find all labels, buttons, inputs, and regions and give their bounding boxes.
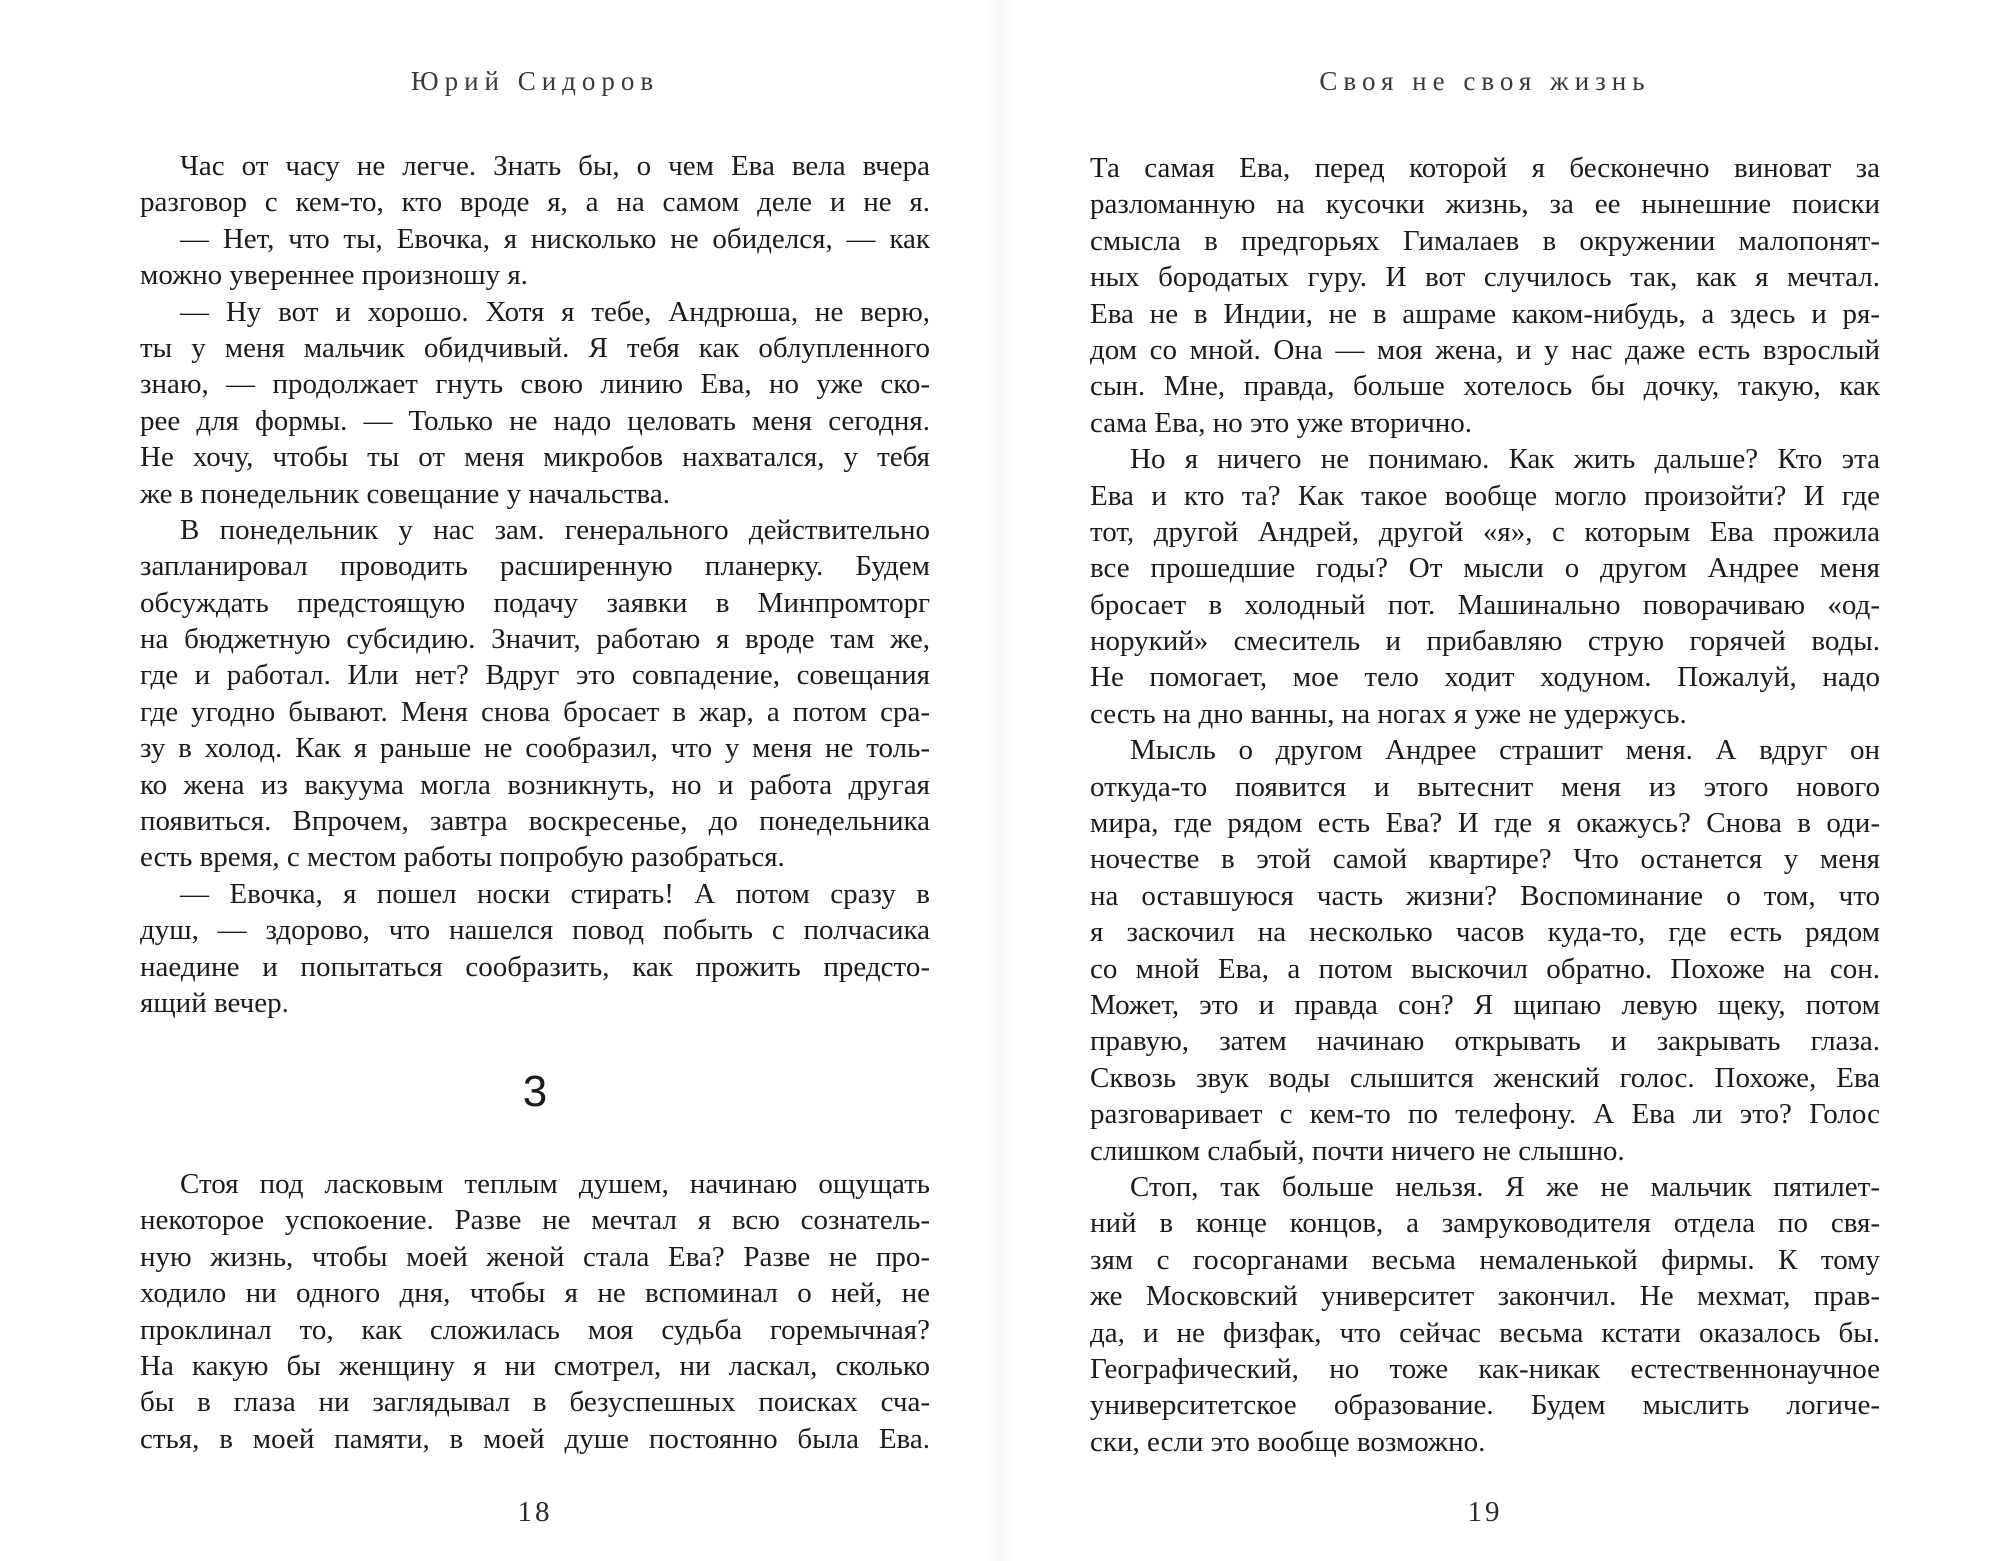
text-line: да, и не физфак, что сейчас весьма кстати оказалось бы. [1090, 1316, 1880, 1349]
text-line: Та самая Ева, перед которой я бесконечно виноват за [1090, 152, 1880, 184]
text-line: разговаривает с кем-то по телефону. А Ева ли это? Голос [1090, 1098, 1880, 1131]
text-line: где угодно бывают. Меня снова бросает в жар, а потом сра- [140, 695, 930, 728]
text-line: стья, в моей памяти, в моей душе постоянно была Ева. [140, 1422, 930, 1455]
text-line: можно увереннее произношу я. [140, 259, 528, 292]
text-line: Сквозь звук воды слышится женский голос. Похоже, Ева [1090, 1061, 1880, 1094]
text-line: проклинал то, как сложилась моя судьба горемычная? [140, 1313, 930, 1346]
text-line: запланировал проводить расширенную планерку. Будем [140, 550, 930, 583]
text-line: На какую бы женщину я ни смотрел, ни ласкал, сколько [140, 1349, 930, 1382]
left-page [140, 0, 930, 1561]
text-line: Не хочу, чтобы ты от меня микробов нахватался, у тебя [140, 441, 930, 474]
text-line: ски, если это вообще возможно. [1090, 1425, 1486, 1458]
text-line: мира, где рядом есть Ева? И где я окажусь? Снова в оди- [1090, 807, 1880, 840]
text-line: откуда-то появится и вытеснит меня из этого нового [1090, 770, 1880, 803]
text-line: Стоя под ласковым теплым душем, начинаю ощущать [180, 1168, 930, 1200]
text-line: сесть на дно ванны, на ногах я уже не удержусь. [1090, 697, 1687, 730]
text-line: зу в холод. Как я раньше не сообразил, что у меня не толь- [140, 732, 930, 765]
right-text-block [1090, 150, 1880, 1460]
text-line: рее для формы. — Только не надо целовать меня сегодня. [140, 404, 930, 437]
right-page-number: 19 [1467, 1496, 1503, 1528]
text-line: тот, другой Андрей, другой «я», с которым Ева прожила [1090, 515, 1880, 548]
text-line: зям с госорганами весьма немаленькой фирмы. К тому [1090, 1243, 1880, 1276]
text-line: Может, это и правда сон? Я щипаю левую щеку, потом [1090, 988, 1880, 1021]
text-line: же Московский университет закончил. Не мехмат, прав- [1090, 1280, 1880, 1313]
text-line: знаю, — продолжает гнуть свою линию Ева, но уже ско- [140, 368, 930, 401]
text-line: некоторое успокоение. Разве не мечтал я всю сознатель- [140, 1204, 930, 1237]
text-line: я заскочил на несколько часов куда-то, где есть рядом [1090, 916, 1880, 949]
text-line: сын. Мне, правда, больше хотелось бы дочку, такую, как [1090, 370, 1880, 403]
text-line: правую, затем начинаю открывать и закрывать глаза. [1090, 1025, 1880, 1058]
text-line: все прошедшие годы? От мысли о другом Андрее меня [1090, 552, 1880, 585]
text-line: же в понедельник совещание у начальства. [140, 477, 670, 510]
left-page-number: 18 [517, 1496, 553, 1528]
text-line: слишком слабый, почти ничего не слышно. [1090, 1134, 1625, 1167]
text-line: есть время, с местом работы попробую разобраться. [140, 841, 785, 874]
text-line: душ, — здорово, что нашелся повод побыть с полчасика [140, 914, 930, 947]
text-line: Мысль о другом Андрее страшит меня. А вдруг он [1130, 734, 1880, 767]
text-line: ящий вечер. [140, 986, 289, 1019]
text-line: Час от часу не легче. Знать бы, о чем Ева вела вчера [180, 150, 930, 182]
text-line: бросает в холодный пот. Машинально поворачиваю «од- [1090, 588, 1880, 621]
text-line: норукий» смеситель и прибавляю струю горячей воды. [1090, 625, 1880, 658]
text-line: ных бородатых гуру. И вот случилось так, как я мечтал. [1090, 261, 1880, 294]
right-running-head-title: Своя не своя жизнь [1319, 66, 1651, 96]
text-line: ходило ни одного дня, чтобы я не вспоминал о ней, не [140, 1277, 930, 1310]
text-line: разговор с кем-то, кто вроде я, а на самом деле и не я. [140, 186, 930, 219]
text-line: ную жизнь, чтобы моей женой стала Ева? Разве не про- [140, 1240, 930, 1273]
text-line: на бюджетную субсидию. Значит, работаю я вроде там же, [140, 623, 930, 656]
text-line: появиться. Впрочем, завтра воскресенье, до понедельника [140, 805, 930, 838]
text-line: Ева не в Индии, не в ашраме каком-нибудь, а здесь и ря- [1090, 297, 1880, 330]
text-line: Стоп, так больше нельзя. Я же не мальчик пятилет- [1130, 1170, 1880, 1203]
text-line: со мной Ева, а потом выскочил обратно. Похоже на сон. [1090, 952, 1880, 985]
text-line: наедине и попытаться сообразить, как прожить предсто- [140, 950, 930, 983]
text-line: — Ну вот и хорошо. Хотя я тебе, Андрюша, не верю, [180, 295, 930, 328]
text-line: обсуждать предстоящую подачу заявки в Минпромторг [140, 586, 930, 619]
text-line: — Нет, что ты, Евочка, я нисколько не обиделся, — как [180, 222, 930, 255]
text-line: университетское образование. Будем мыслить логиче- [1090, 1389, 1880, 1422]
text-line: Географический, но тоже как-никак естественнонаучное [1090, 1352, 1880, 1385]
left-text-after-chapter [140, 1166, 930, 1457]
text-line: — Евочка, я пошел носки стирать! А потом сразу в [180, 877, 930, 910]
text-line: разломанную на кусочки жизнь, за ее нынешние поиски [1090, 188, 1880, 221]
text-line: дом со мной. Она — моя жена, и у нас даже есть взрослый [1090, 333, 1880, 366]
text-line: ночестве в этой самой квартире? Что останется у меня [1090, 843, 1880, 876]
book-gutter [985, 0, 1015, 1561]
text-line: Но я ничего не понимаю. Как жить дальше? Кто эта [1130, 443, 1880, 476]
text-line: Не помогает, мое тело ходит ходуном. Пожалуй, надо [1090, 661, 1880, 694]
left-text-before-chapter [140, 148, 930, 1021]
text-line: В понедельник у нас зам. генерального действительно [180, 513, 930, 546]
left-running-head-author: Юрий Сидоров [410, 66, 660, 96]
text-line: ты у меня мальчик обидчивый. Я тебя как облупленного [140, 331, 930, 364]
text-line: на оставшуюся часть жизни? Воспоминание о том, что [1090, 879, 1880, 912]
text-line: бы в глаза ни заглядывал в безуспешных поисках сча- [140, 1386, 930, 1419]
text-line: смысла в предгорьях Гималаев в окружении малопонят- [1090, 224, 1880, 257]
text-line: где и работал. Или нет? Вдруг это совпадение, совещания [140, 659, 930, 692]
text-line: ко жена из вакуума могла возникнуть, но и работа другая [140, 768, 930, 801]
right-page [1090, 0, 1880, 1561]
chapter-number: 3 [522, 1067, 548, 1116]
text-line: ний в конце концов, а замруководителя отдела по свя- [1090, 1207, 1880, 1240]
text-line: сама Ева, но это уже вторично. [1090, 406, 1473, 439]
text-line: Ева и кто та? Как такое вообще могло произойти? И где [1090, 479, 1880, 512]
